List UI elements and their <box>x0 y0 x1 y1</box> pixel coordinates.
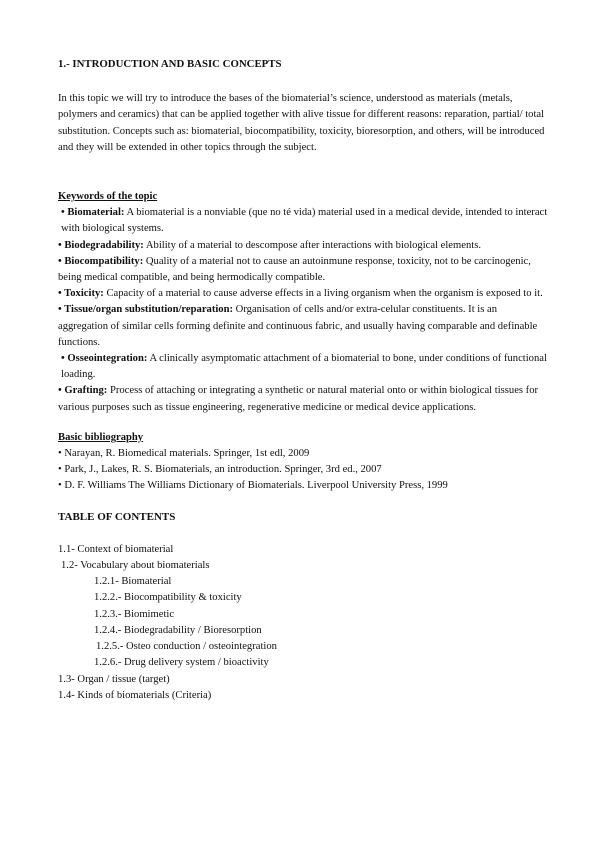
bibliography-item: • Park, J., Lakes, R. S. Biomaterials, an introduction. Springer, 3rd ed., 2007 <box>58 464 382 476</box>
bibliography-item: • Narayan, R. Biomedical materials. Springer, 1st edl, 2009 <box>58 448 310 460</box>
toc-item: 1.2.6.- Drug delivery system / bioactivity <box>94 657 269 669</box>
toc-title: TABLE OF CONTENTS <box>58 510 176 523</box>
bibliography-section <box>58 430 548 495</box>
keyword-item <box>58 302 548 351</box>
bibliography-list <box>58 446 548 495</box>
keyword-item <box>58 205 548 237</box>
document-page <box>58 56 548 704</box>
keyword-definition: Process of attaching or integrating a synthetic or natural material onto or within biological tissues for various purposes such as tissue engineering, regenerative medicine or medical device applications. <box>58 385 539 413</box>
keyword-term: • Tissue/organ substitution/reparation: <box>58 304 234 316</box>
toc-item: 1.2.3.- Biomimetic <box>94 608 175 620</box>
keywords-section <box>58 189 548 416</box>
table-of-contents <box>58 542 548 704</box>
toc-item: 1.2.1- Biomaterial <box>94 576 172 588</box>
keyword-item <box>58 238 548 254</box>
keyword-item <box>58 286 548 302</box>
toc-item: 1.1- Context of biomaterial <box>58 543 174 555</box>
keyword-definition: Quality of a material not to cause an autoinmune response, toxicity, not to be carcinogenic, being medical compatible, and being hermodically compatible. <box>58 255 531 284</box>
keyword-definition: Ability of a material to descompose after interactions with biological elements. <box>143 239 481 251</box>
keyword-term: • Grafting: <box>58 385 108 397</box>
keyword-definition: A clinically asymptomatic attachment of a biomaterial to bone, under conditions of functional loading. <box>61 353 547 381</box>
keyword-item <box>58 351 548 383</box>
bibliography-title: Basic bibliography <box>58 431 144 443</box>
toc-item: 1.3- Organ / tissue (target) <box>58 673 170 685</box>
keyword-term: • Biocompatibility: <box>58 255 144 267</box>
keyword-definition: A biomaterial is a nonviable (que no té vida) material used in a medical devide, intended to interact with biological systems. <box>61 207 548 235</box>
keyword-term: • Biomaterial: <box>61 207 125 219</box>
keywords-list <box>58 205 548 416</box>
toc-item: 1.2.2.- Biocompatibility & toxicity <box>94 592 242 604</box>
keyword-term: • Osseointegration: <box>61 353 148 365</box>
intro-paragraph: In this topic we will try to introduce the bases of the biomaterial’s science, understood as materials (metals, polymers and ceramics) that can be applied together with alive tissue for different reasons: reparation, partial/ total substitution. Concepts such as: biomaterial, biocompatibility, toxicity, bioresorption, and others, will be introduced and they will be extended in other topics through the subject. <box>58 93 545 153</box>
keyword-definition: Capacity of a material to cause adverse effects in a living organism when the organism is exposed to it. <box>103 288 543 300</box>
toc-item: 1.2- Vocabulary about biomaterials <box>61 560 210 572</box>
bibliography-item: • D. F. Williams The Williams Dictionary of Biomaterials. Liverpool University Press, 1999 <box>58 480 448 492</box>
keyword-item <box>58 383 548 415</box>
section-heading: 1.- INTRODUCTION AND BASIC CONCEPTS <box>58 58 282 70</box>
keyword-term: • Biodegradability: <box>58 239 144 251</box>
toc-item: 1.4- Kinds of biomaterials (Criteria) <box>58 689 212 701</box>
toc-item: 1.2.4.- Biodegradability / Bioresorption <box>94 624 262 636</box>
keyword-term: • Toxicity: <box>58 288 104 300</box>
toc-item: 1.2.5.- Osteo conduction / osteointegration <box>96 641 277 653</box>
keyword-item <box>58 254 548 286</box>
keyword-definition: Organisation of cells and/or extra-celular constituents. It is an aggregation of similar cells forming definite and continuous fabric, and usually having comparable and definable functions. <box>58 304 538 348</box>
keywords-title: Keywords of the topic <box>58 191 158 203</box>
